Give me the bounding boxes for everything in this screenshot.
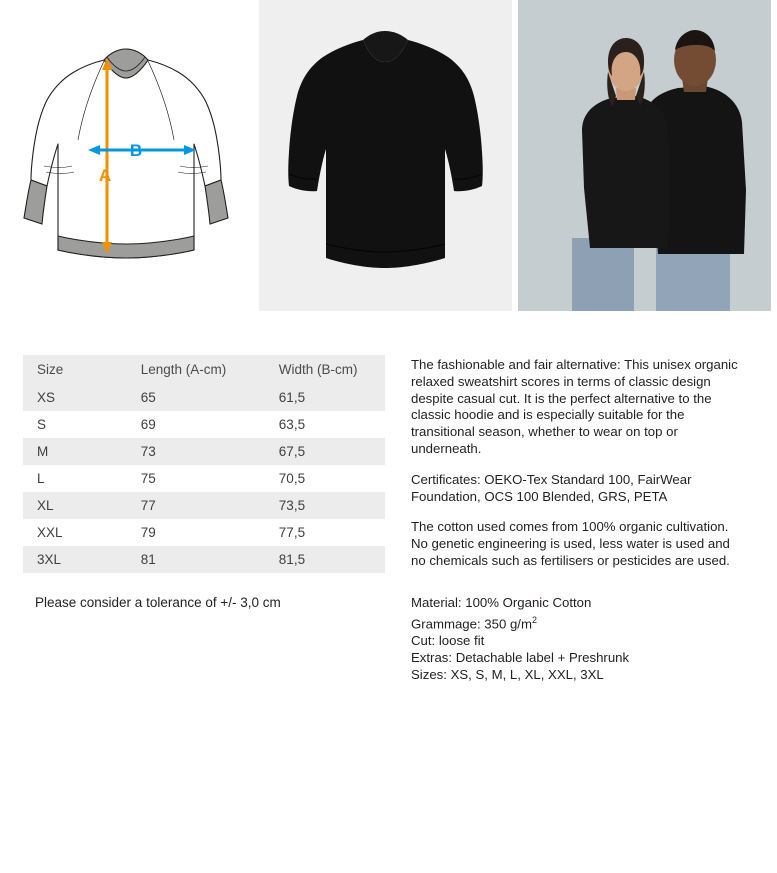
size-table-header-width: Width (B-cm) — [265, 355, 385, 384]
cell-length: 81 — [127, 546, 265, 573]
description-paragraph-1: The fashionable and fair alternative: This unisex organic relaxed sweatshirt scores in terms of classic design despite casual cut. It is the perfect alternative to the classic hoodie and is especially suitable for the transitional season, whether to wear on top or underneath. — [411, 357, 738, 456]
cell-length: 75 — [127, 465, 265, 492]
cell-size: 3XL — [23, 546, 127, 573]
product-specs — [411, 595, 741, 683]
black-sweatshirt-image — [259, 0, 512, 311]
cell-size: L — [23, 465, 127, 492]
cell-size: XS — [23, 384, 127, 411]
table-row — [23, 519, 385, 546]
tolerance-note: Please consider a tolerance of +/- 3,0 cm — [35, 595, 281, 610]
spec-grammage — [411, 612, 741, 633]
spec-sizes: Sizes: XS, S, M, L, XL, XXL, 3XL — [411, 666, 604, 682]
sweatshirt-technical-drawing — [0, 0, 253, 311]
cell-size: M — [23, 438, 127, 465]
cell-width: 81,5 — [265, 546, 385, 573]
cell-length: 73 — [127, 438, 265, 465]
size-table-header-size: Size — [23, 355, 127, 384]
table-row — [23, 384, 385, 411]
spec-grammage-unit: 2 — [531, 614, 537, 625]
size-table-header-row — [23, 355, 385, 384]
table-row — [23, 465, 385, 492]
cell-width: 70,5 — [265, 465, 385, 492]
size-table-header-length: Length (A-cm) — [127, 355, 265, 384]
description-paragraph-3: The cotton used comes from 100% organic cultivation. No genetic engineering is used, less water is used and no chemicals such as fertilisers or pesticides are used. — [411, 519, 730, 568]
cell-length: 65 — [127, 384, 265, 411]
cell-size: S — [23, 411, 127, 438]
product-image-row — [0, 0, 777, 311]
table-row — [23, 438, 385, 465]
cell-width: 63,5 — [265, 411, 385, 438]
description-paragraph-2: Certificates: OEKO-Tex Standard 100, FairWear Foundation, OCS 100 Blended, GRS, PETA — [411, 471, 692, 504]
spec-material: Material: 100% Organic Cotton — [411, 595, 592, 610]
cell-length: 77 — [127, 492, 265, 519]
size-table — [23, 355, 385, 573]
cell-width: 61,5 — [265, 384, 385, 411]
cell-length: 69 — [127, 411, 265, 438]
measure-b-label: B — [129, 141, 143, 160]
spec-cut: Cut: loose fit — [411, 632, 485, 648]
technical-drawing-panel — [0, 0, 253, 311]
product-description — [411, 357, 741, 570]
table-row — [23, 492, 385, 519]
spec-grammage-label: Grammage: 350 g/m — [411, 616, 532, 632]
table-row — [23, 411, 385, 438]
measure-a-label: A — [98, 166, 112, 185]
cell-size: XXL — [23, 519, 127, 546]
cell-length: 79 — [127, 519, 265, 546]
models-image — [518, 0, 771, 311]
size-table-container — [23, 355, 385, 573]
cell-size: XL — [23, 492, 127, 519]
table-row — [23, 546, 385, 573]
models-photo-panel — [518, 0, 771, 311]
cell-width: 73,5 — [265, 492, 385, 519]
cell-width: 77,5 — [265, 519, 385, 546]
black-sweatshirt-photo-panel — [259, 0, 512, 311]
spec-extras: Extras: Detachable label + Preshrunk — [411, 649, 630, 665]
cell-width: 67,5 — [265, 438, 385, 465]
